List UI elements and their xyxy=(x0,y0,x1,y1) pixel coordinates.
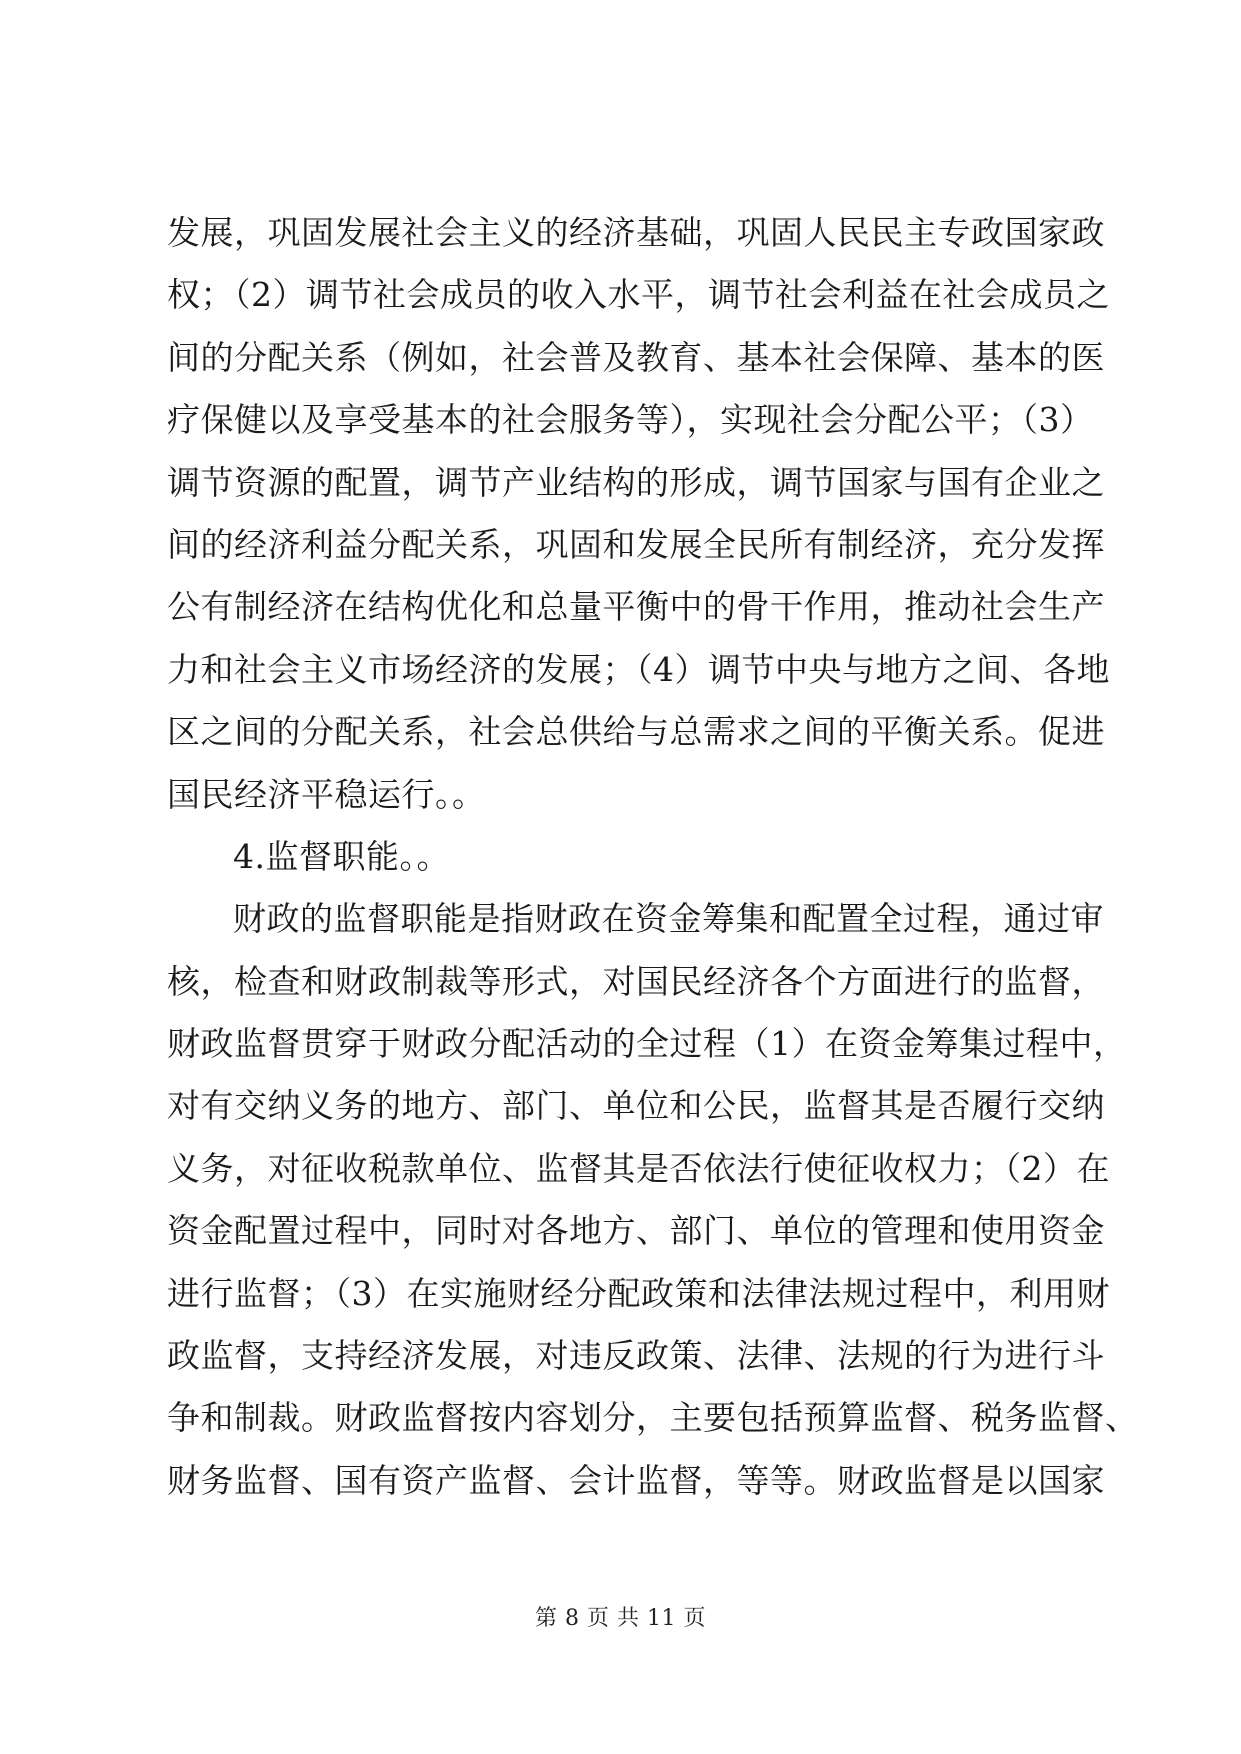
text-line: 发展，巩固发展社会主义的经济基础，巩固人民民主专政国家政 xyxy=(167,213,1105,252)
text-line: 进行监督；（3）在实施财经分配政策和法律法规过程中，利用财 xyxy=(167,1273,1110,1313)
page-footer: 第 8 页 共 11 页 xyxy=(535,1606,706,1631)
text-line: 义务，对征收税款单位、监督其是否依法行使征收权力；（2）在 xyxy=(167,1148,1110,1188)
text-line: 对有交纳义务的地方、部门、单位和公民，监督其是否履行交纳 xyxy=(167,1086,1105,1126)
text-line: 公有制经济在结构优化和总量平衡中的骨干作用，推动社会生产 xyxy=(167,587,1105,627)
text-line: 财政的监督职能是指财政在资金筹集和配置全过程，通过审 xyxy=(233,899,1104,939)
section-heading: 4.监督职能。。 xyxy=(233,836,450,876)
text-line: 争和制裁。财政监督按内容划分，主要包括预算监督、税务监督、 xyxy=(167,1398,1139,1438)
text-line: 调节资源的配置，调节产业结构的形成，调节国家与国有企业之 xyxy=(167,462,1105,502)
text-line: 间的经济利益分配关系，巩固和发展全民所有制经济，充分发挥 xyxy=(167,524,1105,564)
text-line: 疗保健以及享受基本的社会服务等），实现社会分配公平；（3） xyxy=(167,400,1094,440)
text-line: 力和社会主义市场经济的发展；（4）调节中央与地方之间、各地 xyxy=(167,649,1110,689)
text-line: 财政监督贯穿于财政分配活动的全过程（1）在资金筹集过程中， xyxy=(167,1024,1127,1064)
text-line: 核，检查和财政制裁等形式，对国民经济各个方面进行的监督， xyxy=(167,961,1105,1001)
text-line: 区之间的分配关系，社会总供给与总需求之间的平衡关系。促进 xyxy=(167,712,1105,752)
text-line: 权；（2）调节社会成员的收入水平，调节社会利益在社会成员之 xyxy=(167,275,1110,315)
document-body xyxy=(167,202,1139,1512)
text-line: 间的分配关系（例如，社会普及教育、基本社会保障、基本的医 xyxy=(167,337,1105,377)
text-line: 国民经济平稳运行。。 xyxy=(167,774,486,814)
text-line: 资金配置过程中，同时对各地方、部门、单位的管理和使用资金 xyxy=(167,1211,1105,1251)
text-line: 财务监督、国有资产监督、会计监督，等等。财政监督是以国家 xyxy=(167,1460,1105,1500)
text-line: 政监督，支持经济发展，对违反政策、法律、法规的行为进行斗 xyxy=(167,1336,1105,1376)
